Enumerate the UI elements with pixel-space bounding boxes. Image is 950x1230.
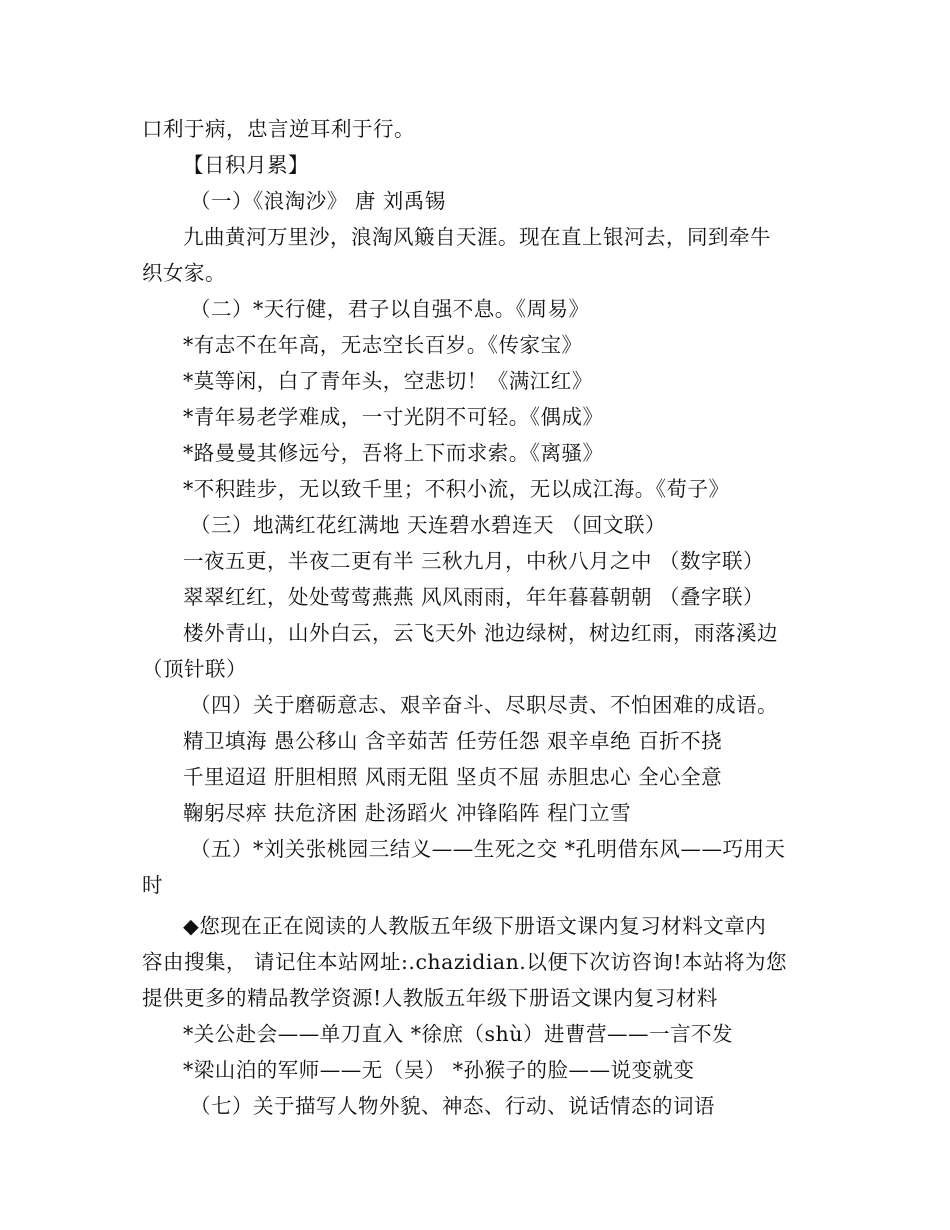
text-line: （顶针联） bbox=[142, 657, 247, 681]
text-line: （三）地满红花红满地 天连碧水碧连天 （回文联） bbox=[190, 513, 667, 537]
text-line: *莫等闲，白了青年头，空悲切！《满江红》 bbox=[183, 369, 593, 393]
text-line: （五）*刘关张桃园三结义——生死之交 *孔明借东风——巧用天 bbox=[190, 837, 786, 861]
text-line: 一夜五更，半夜二更有半 三秋九月，中秋八月之中 （数字联） bbox=[183, 549, 765, 573]
text-line: *关公赴会——单刀直入 *徐庶（shù）进曹营——一言不发 bbox=[183, 1022, 733, 1046]
text-line: （二）*天行健，君子以自强不息。《周易》 bbox=[190, 297, 590, 321]
text-line: *路曼曼其修远兮，吾将上下而求索。《离骚》 bbox=[183, 441, 604, 465]
text-line: 翠翠红红，处处莺莺燕燕 风风雨雨，年年暮暮朝朝 （叠字联） bbox=[183, 585, 765, 609]
text-line: 鞠躬尽瘁 扶危济困 赴汤蹈火 冲锋陷阵 程门立雪 bbox=[183, 801, 632, 825]
text-line: （四）关于磨砺意志、艰辛奋斗、尽职尽责、不怕困难的成语。 bbox=[190, 693, 778, 717]
text-line: *青年易老学难成，一寸光阴不可轻。《偶成》 bbox=[183, 405, 604, 429]
notice-line: 容由搜集， 请记住本站网址:.chazidian.以便下次访咨询!本站将为您 bbox=[142, 950, 788, 974]
text-line: 精卫填海 愚公移山 含辛茹苦 任劳任怨 艰辛卓绝 百折不挠 bbox=[183, 729, 723, 753]
text-line: 楼外青山，山外白云，云飞天外 池边绿树，树边红雨，雨落溪边 bbox=[183, 621, 779, 645]
text-line: 口利于病，忠言逆耳利于行。 bbox=[142, 117, 415, 141]
text-line: *不积跬步，无以致千里；不积小流，无以成江海。《荀子》 bbox=[183, 477, 730, 501]
text-line: （七）关于描写人物外貌、神态、行动、说话情态的词语 bbox=[190, 1094, 715, 1118]
text-line: *梁山泊的军师——无（吴） *孙猴子的脸——说变就变 bbox=[183, 1058, 695, 1082]
section-heading: 【日积月累】 bbox=[183, 153, 309, 177]
text-line: *有志不在年高，无志空长百岁。《传家宝》 bbox=[183, 333, 583, 357]
notice-line: 提供更多的精品教学资源!人教版五年级下册语文课内复习材料 bbox=[142, 986, 718, 1010]
notice-line: ◆您现在正在阅读的人教版五年级下册语文课内复习材料文章内 bbox=[183, 914, 767, 938]
text-line: 九曲黄河万里沙，浪淘风簸自天涯。现在直上银河去，同到牵牛 bbox=[183, 225, 771, 249]
text-line: 千里迢迢 肝胆相照 风雨无阻 坚贞不屈 赤胆忠心 全心全意 bbox=[183, 765, 723, 789]
text-line: 织女家。 bbox=[142, 261, 226, 285]
text-line: （一）《浪淘沙》 唐 刘禹锡 bbox=[190, 189, 446, 213]
text-line: 时 bbox=[142, 873, 163, 897]
